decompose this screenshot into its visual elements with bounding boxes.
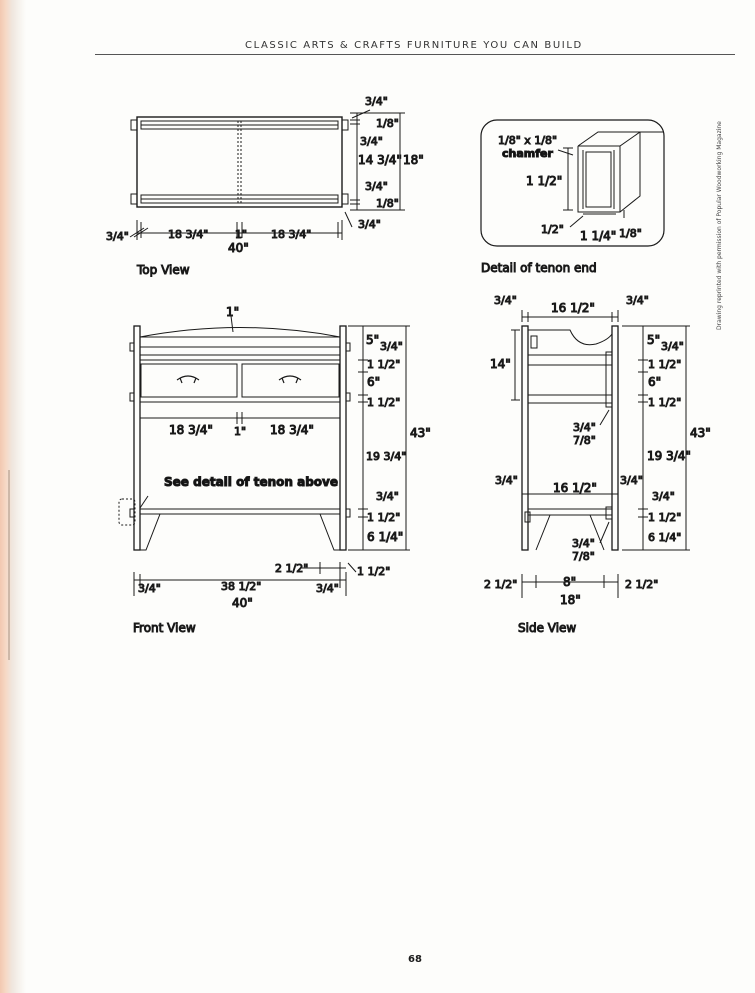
side-bottom-dim-2: 8": [563, 575, 577, 589]
side-mid-dim-1: 3/4": [573, 421, 596, 434]
front-top-dim: 1": [226, 305, 240, 319]
front-drawer-dim-2: 1": [234, 425, 247, 438]
front-dim-1: 5": [366, 333, 380, 347]
side-low-dim-2: 7/8": [572, 550, 595, 563]
side-low-dim-1: 3/4": [572, 537, 595, 550]
front-bottom-dim-2: 38 1/2": [221, 580, 262, 593]
page-number: 68: [408, 954, 422, 965]
side-view-caption: Side View: [518, 621, 577, 635]
side-dim-4: 6": [648, 375, 662, 389]
side-dim-8: 1 1/2": [648, 511, 682, 524]
top-dim-8: 3/4": [358, 218, 381, 231]
side-dim-6: 19 3/4": [647, 449, 691, 463]
front-dim-4: 6": [367, 375, 381, 389]
front-foot-dim-2: 1 1/2": [357, 565, 391, 578]
top-bottom-dim-1: 3/4": [106, 230, 129, 243]
front-dim-5: 1 1/2": [367, 396, 401, 409]
side-top-dim-1: 3/4": [494, 294, 517, 307]
front-overall-width: 40": [232, 596, 253, 610]
side-top-dim-3: 3/4": [626, 294, 649, 307]
tenon-detail-caption: Detail of tenon end: [481, 261, 597, 275]
front-dim-7: 3/4": [376, 490, 399, 503]
front-overall-height: 43": [410, 426, 431, 440]
front-dim-2: 3/4": [380, 340, 403, 353]
chamfer-label-1: 1/8" x 1/8": [498, 134, 558, 147]
top-dim-3: 3/4": [360, 135, 383, 148]
side-height-14: 14": [490, 357, 511, 371]
side-bottom-dim-3: 2 1/2": [625, 578, 659, 591]
top-overall-width: 40": [228, 241, 249, 255]
top-view-outline: [137, 117, 342, 207]
front-foot-dim-1: 2 1/2": [275, 562, 309, 575]
side-shelf-dim-2: 16 1/2": [553, 481, 597, 495]
top-bottom-dim-2: 18 3/4": [168, 228, 209, 241]
front-bottom-dim-1: 3/4": [138, 582, 161, 595]
top-dim-4: 14 3/4": [358, 153, 402, 167]
top-dim-7: 1/8": [376, 197, 399, 210]
side-dim-2: 3/4": [661, 340, 684, 353]
tenon-callout: See detail of tenon above: [164, 475, 338, 489]
side-dim-7: 3/4": [652, 490, 675, 503]
front-drawer-dim-3: 18 3/4": [270, 423, 314, 437]
side-shelf-dim-3: 3/4": [620, 474, 643, 487]
top-view-caption: Top View: [137, 263, 190, 277]
top-dim-5: 18": [403, 153, 424, 167]
tenon-dim-4: 1/8": [619, 227, 642, 240]
side-top-dim-2: 16 1/2": [551, 301, 595, 315]
side-bottom-dim-1: 2 1/2": [484, 578, 518, 591]
side-dim-1: 5": [647, 333, 661, 347]
front-dim-8: 1 1/2": [367, 511, 401, 524]
top-dim-2: 1/8": [376, 117, 399, 130]
front-bottom-dim-3: 3/4": [316, 582, 339, 595]
top-bottom-dim-4: 18 3/4": [271, 228, 312, 241]
side-dim-9: 6 1/4": [648, 531, 682, 544]
front-view-caption: Front View: [133, 621, 196, 635]
front-dim-6: 19 3/4": [366, 450, 407, 463]
front-dim-9: 6 1/4": [367, 530, 404, 544]
side-dim-5: 1 1/2": [648, 396, 682, 409]
tenon-dim-2: 1/2": [541, 223, 564, 236]
running-header: CLASSIC ARTS & CRAFTS FURNITURE YOU CAN BUILD: [245, 40, 583, 51]
side-mid-dim-2: 7/8": [573, 434, 596, 447]
front-drawer-dim-1: 18 3/4": [169, 423, 213, 437]
side-dim-3: 1 1/2": [648, 358, 682, 371]
side-overall-depth: 18": [560, 593, 581, 607]
top-dim-1: 3/4": [365, 95, 388, 108]
chamfer-label-2: chamfer: [502, 147, 553, 160]
side-shelf-dim-1: 3/4": [495, 474, 518, 487]
tenon-dim-1: 1 1/2": [526, 174, 563, 188]
top-dim-6: 3/4": [365, 180, 388, 193]
tenon-dim-3: 1 1/4": [580, 229, 617, 243]
side-overall-height: 43": [690, 426, 711, 440]
drawing-credit: Drawing reprinted with permission of Popular Woodworking Magazine: [716, 121, 723, 330]
top-bottom-dim-3: 1": [235, 228, 248, 241]
front-dim-3: 1 1/2": [367, 358, 401, 371]
